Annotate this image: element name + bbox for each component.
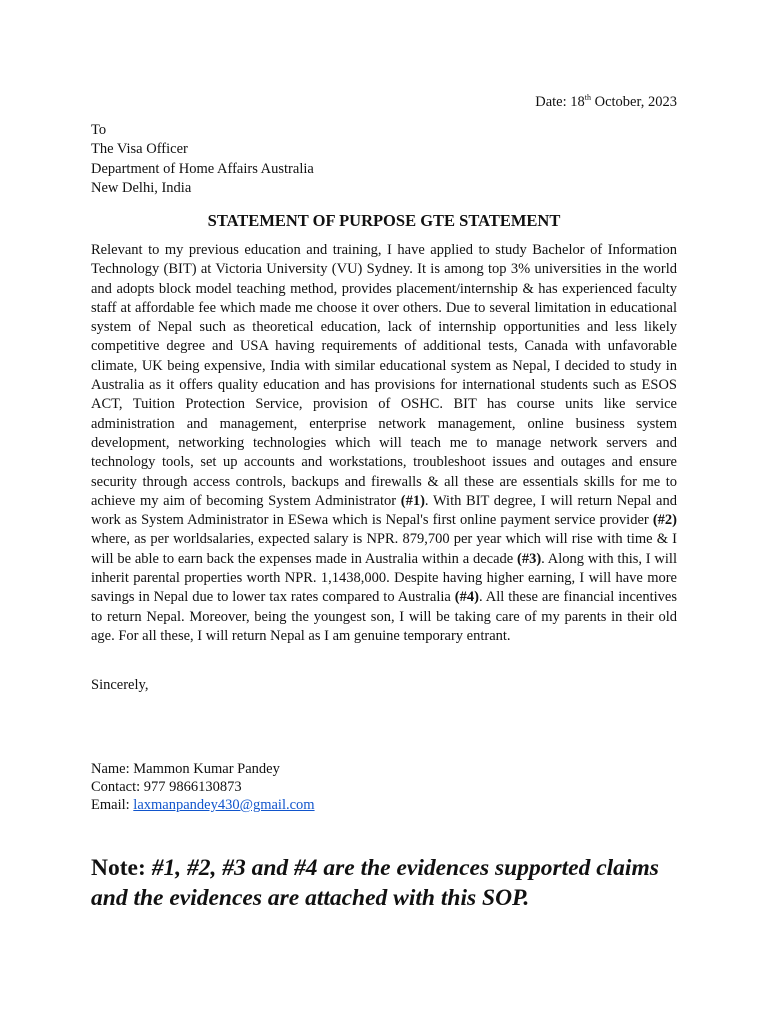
signer-name: Name: Mammon Kumar Pandey	[91, 761, 280, 777]
evidence-ref-1: (#1)	[400, 492, 425, 509]
signer-email: Email: laxmanpandey430@gmail.com	[91, 797, 315, 813]
statement-paragraph: Relevant to my previous education and training, I have applied to study Bachelor of Information Technology (BIT) at Victoria University (VU) Sydney. It is among top 3% universities in the world and adopts block model teaching method, provides placement/internship & has experienced faculty staff at affordable fee which made me choose it over others. Due to several limitation in educational system of Nepal such as theoretical education, lack of internship opportunities and less likely competitive degree and USA having requirements of additional tests, Canada with unfavorable climate, UK being expensive, India with similar educational system as Nepal, I decided to study in Australia as it offers quality education and has provisions for international students such as ESOS ACT, Tuition Protection Service, provision of OSHC. BIT has course units like service administration and management, enterprise network management, online business system development, networking technologies which will teach me to manage network servers and technology tools, set up accounts and workstations, troubleshoot issues and outages and ensure security through access controls, backups and firewalls & all these are essentials skills for me to achieve my aim of becoming System Administrator (#1). With BIT degree, I will return Nepal and work as System Administrator in ESewa which is Nepal's first online payment service provider (#2) where, as per worldsalaries, expected salary is NPR. 879,700 per year which will rise with time & I will be able to earn back the expenses made in Australia within a decade (#3). Along with this, I will inherit parental properties worth NPR. 1,1438,000. Despite having higher earning, I will have more savings in Nepal due to lower tax rates compared to Australia (#4). All these are financial incentives to return Nepal. Moreover, being the youngest son, I will be taking care of my parents in their old age. For all these, I will return Nepal as I am genuine temporary entrant.	[91, 242, 677, 644]
letter-date: Date: 18th October, 2023	[535, 93, 677, 110]
signature-block	[91, 760, 315, 814]
evidence-ref-4: (#4)	[454, 589, 479, 606]
closing-salutation: Sincerely,	[91, 677, 149, 693]
recipient-address	[91, 121, 314, 198]
note-line-1: #1, #2, #3 and #4 are the evidences supported claims	[151, 855, 659, 881]
document-title: STATEMENT OF PURPOSE GTE STATEMENT	[207, 211, 561, 230]
address-line-to: To	[91, 122, 107, 138]
evidence-ref-3: (#3)	[517, 550, 542, 567]
address-line-city: New Delhi, India	[91, 179, 192, 196]
date-superscript: th	[584, 93, 591, 102]
note-label: Note:	[91, 855, 152, 881]
address-line-department: Department of Home Affairs Australia	[91, 160, 314, 177]
address-line-officer: The Visa Officer	[91, 141, 188, 158]
evidence-note	[91, 854, 691, 913]
note-line-2: and the evidences are attached with this SOP.	[91, 884, 530, 911]
email-link[interactable]: laxmanpandey430@gmail.com	[133, 797, 315, 813]
evidence-ref-2: (#2)	[652, 512, 677, 529]
signer-contact: Contact: 977 9866130873	[91, 779, 242, 795]
